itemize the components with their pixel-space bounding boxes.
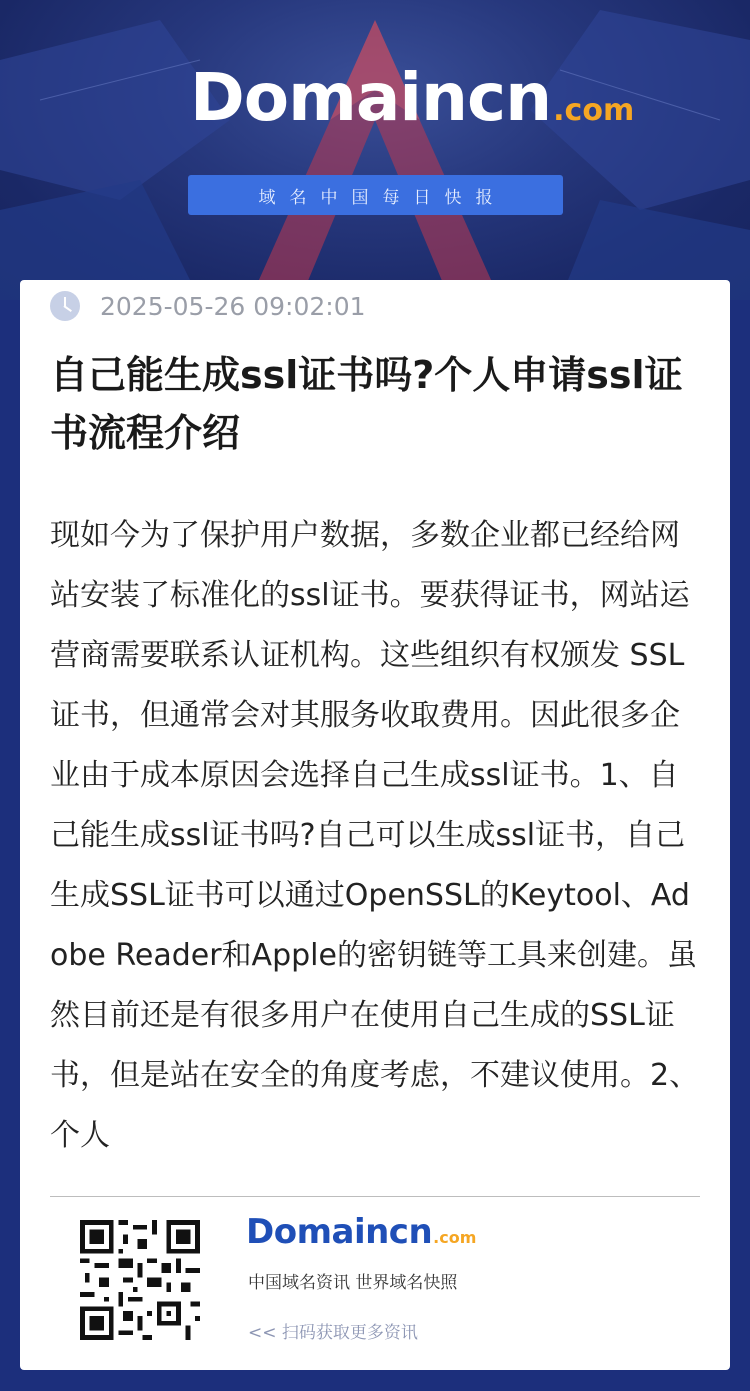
logo-wordmark: Domaincn [190, 59, 552, 136]
footer-slogan: 中国域名资讯 世界域名快照 [248, 1273, 458, 1293]
footer-logo-tld: .com [433, 1228, 477, 1247]
footer-divider [50, 1196, 700, 1197]
clock-icon [50, 291, 80, 321]
logo-tld: .com [553, 93, 635, 128]
header-background-graphic [0, 0, 750, 300]
domaincn-logo [190, 58, 635, 138]
article-body: 现如今为了保护用户数据，多数企业都已经给网站安装了标准化的ssl证书。要获得证书，网站运营商需要联系认证机构。这些组织有权颁发 SSL 证书，但通常会对其服务收取费用。因此很多企业由于成本原因会选择自己生成ssl证书。1、自己能生成ssl证书吗?自己可以生成ssl证书，自己生成SSL证书可以通过OpenSSL的Keytool、Adobe Reader和Apple的密钥链等工具来创建。虽然目前还是有很多用户在使用自己生成的SSL证书，但是站在安全的角度考虑，不建议使用。2、个人 [50, 518, 700, 1153]
tagline-text: 域名中国每日快报 [258, 187, 507, 208]
article-title: 自己能生成ssl证书吗?个人申请ssl证书流程介绍 [50, 353, 683, 455]
header-banner [0, 0, 750, 300]
article-card [20, 280, 730, 1370]
footer-logo-wordmark: Domaincn [246, 1212, 433, 1252]
tagline-bar [188, 175, 563, 215]
footer-logo [246, 1212, 476, 1252]
date-row [50, 288, 366, 324]
publish-datetime: 2025-05-26 09:02:01 [100, 291, 366, 321]
qr-code-image [80, 1220, 200, 1340]
scan-hint: << 扫码获取更多资讯 [248, 1323, 418, 1343]
